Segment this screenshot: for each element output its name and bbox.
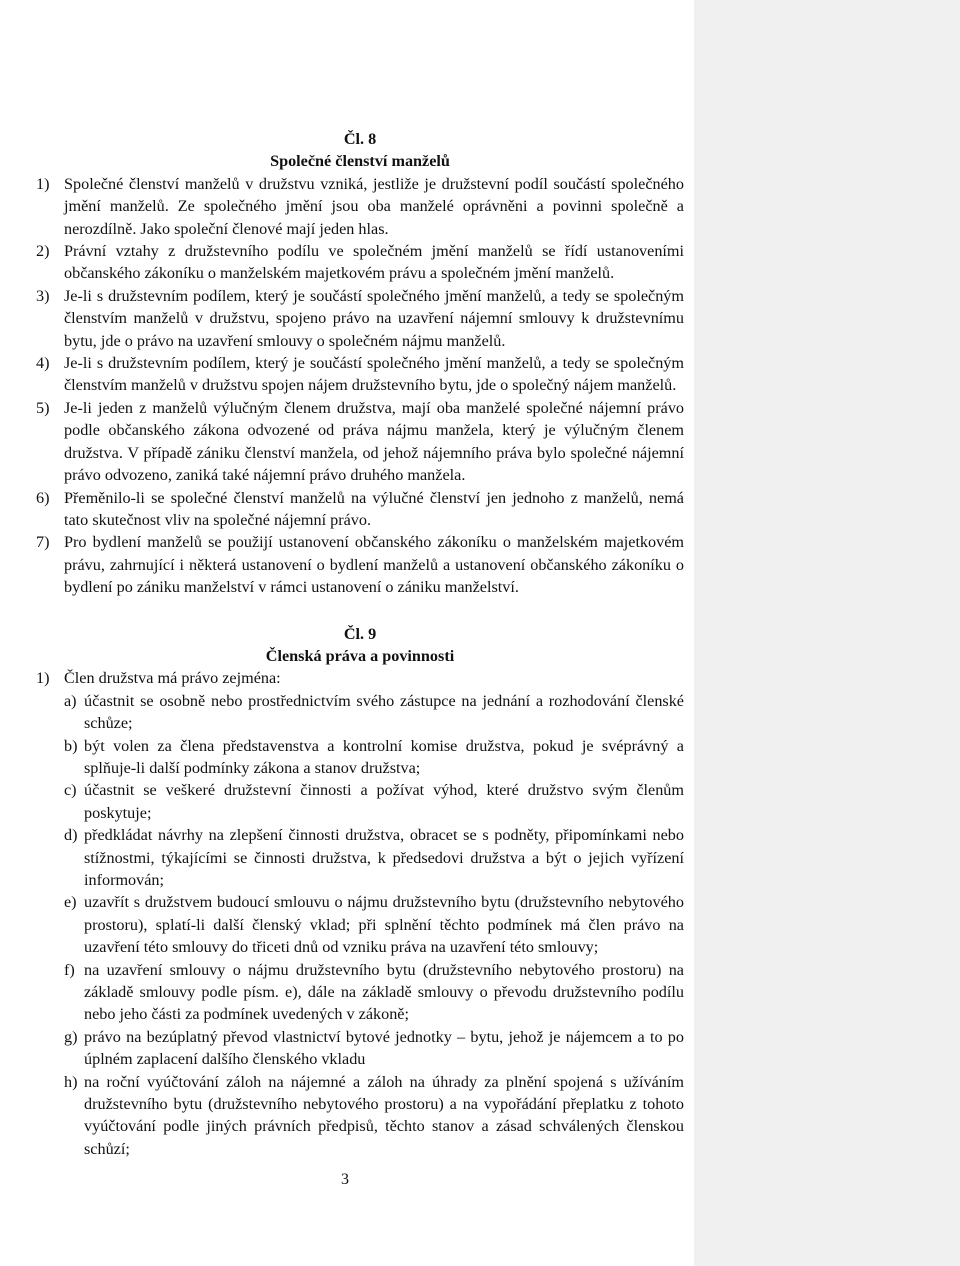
paragraph-text: Je-li s družstevním podílem, který je součástí společného jmění manželů, a tedy se společným členstvím manželů v družstvu, spojeno právo na uzavření nájemní smlouvy k družstevnímu bytu, jde o právo na uzavření smlouvy o společném nájmu manželů.	[64, 286, 684, 350]
list-item	[64, 824, 684, 891]
article-8-paragraph	[36, 285, 684, 352]
paragraph-text: Přeměnilo-li se společné členství manželů na výlučné členství jen jednoho z manželů, nemá tato skutečnost vliv na společné nájemní právo.	[64, 488, 684, 529]
paragraph-text: Společné členství manželů v družstvu vzniká, jestliže je družstevní podíl součástí společného jmění manželů. Ze společného jmění jsou oba manželé oprávněni a povinni společně a nerozdílně. Jako společní členové mají jeden hlas.	[64, 174, 684, 238]
section-spacer	[36, 599, 684, 623]
list-item-text: účastnit se veškeré družstevní činnosti a požívat výhod, které družstvo svým členům poskytuje;	[84, 781, 684, 822]
list-item	[64, 1026, 684, 1071]
article-8-paragraph	[36, 173, 684, 240]
list-item-text: účastnit se osobně nebo prostřednictvím svého zástupce na jednání a rozhodování členské schůze;	[84, 691, 684, 733]
list-item-text: uzavřít s družstvem budoucí smlouvu o nájmu družstevního bytu (družstevního nebytového prostoru), splatí-li další členský vklad; při splnění těchto podmínek má člen právo na uzavření této smlouvy do třiceti dnů od vzniku práva na uzavření této smlouvy;	[84, 893, 684, 957]
list-letter: c)	[64, 781, 77, 800]
list-item	[64, 959, 684, 1026]
page-number: 3	[341, 1171, 349, 1188]
paragraph-text: Právní vztahy z družstevního podílu ve společném jmění manželů se řídí ustanoveními občanského zákoníku o manželském majetkovém právu a společném jmění manželů.	[64, 242, 684, 283]
list-letter: h)	[64, 1072, 78, 1091]
paragraph-number: 7)	[36, 533, 50, 552]
list-item-text: na roční vyúčtování záloh na nájemné a záloh na úhrady za plnění spojená s užíváním družstevního bytu (družstevního nebytového prostoru) a na vypořádání přeplatku z tohoto vyúčtování podle jiných právních předpisů, těchto stanov a zásad schválených členskou schůzí;	[84, 1072, 684, 1158]
list-letter: e)	[64, 893, 77, 912]
article-8-paragraph	[36, 487, 684, 532]
list-item-text: právo na bezúplatný převod vlastnictví bytové jednotky – bytu, jehož je nájemcem a to po úplném zaplacení dalšího členského vkladu	[84, 1027, 684, 1069]
list-item	[64, 891, 684, 958]
list-item	[64, 779, 684, 824]
article-9-heading: Členská práva a povinnosti	[265, 646, 455, 665]
comment-margin-band	[694, 0, 960, 1266]
article-8-paragraph	[36, 397, 684, 487]
paragraph-number: 1)	[36, 669, 50, 688]
list-item-text: být volen za člena představenstva a kontrolní komise družstva, pokud je svéprávný a splňuje-li další podmínky zákona a stanov družstva;	[84, 736, 684, 777]
article-9-intro	[36, 667, 684, 689]
paragraph-number: 4)	[36, 354, 50, 373]
list-letter: b)	[64, 736, 78, 755]
article-8-heading: Společné členství manželů	[270, 152, 450, 171]
paragraph-text: Pro bydlení manželů se použijí ustanovení občanského zákoníku o manželském majetkovém právu, zahrnující i některá ustanovení o bydlení manželů a ustanovení občanského zákoníku o bydlení po zániku manželství v rámci ustanovení o zániku manželství.	[64, 533, 684, 597]
list-letter: d)	[64, 826, 78, 845]
list-item-text: na uzavření smlouvy o nájmu družstevního bytu (družstevního nebytového prostoru) na základě smlouvy podle písm. e), dále na základě smlouvy o převodu družstevního podílu nebo jeho části za podmínek uvedených v zákoně;	[84, 960, 684, 1024]
article-8-paragraph	[36, 352, 684, 397]
paragraph-number: 2)	[36, 242, 50, 261]
paragraph-number: 6)	[36, 488, 50, 507]
list-item-text: předkládat návrhy na zlepšení činnosti družstva, obracet se s podněty, připomínkami nebo stížnostmi, týkajícími se činnosti družstva, k předsedovi družstva a být o jejich vyřízení informován;	[84, 826, 684, 889]
list-letter: a)	[64, 691, 77, 710]
document-page	[36, 128, 684, 1160]
paragraph-text: Je-li jeden z manželů výlučným členem družstva, mají oba manželé společné nájemní právo podle občanského zákona odvozené od práva nájmu manžela, který je výlučným členem družstva. V případě zániku členství manžela, od jehož nájemního práva bylo společné nájemní právo odvozeno, zaniká také nájemní právo druhého manžela.	[64, 398, 684, 485]
list-item	[64, 1071, 684, 1161]
list-letter: g)	[64, 1027, 78, 1046]
paragraph-number: 3)	[36, 286, 50, 305]
paragraph-number: 1)	[36, 174, 50, 193]
paragraph-text: Je-li s družstevním podílem, který je součástí společného jmění manželů, a tedy se společným členstvím manželů v družstvu spojen nájem družstevního bytu, jde o společný nájem manželů.	[64, 354, 684, 395]
article-8-number: Čl. 8	[343, 130, 377, 148]
article-8-paragraph	[36, 531, 684, 598]
list-item	[64, 735, 684, 780]
paragraph-text: Člen družstva má právo zejména:	[64, 669, 281, 688]
article-9-number: Čl. 9	[343, 624, 377, 643]
list-letter: f)	[64, 960, 75, 979]
article-8-paragraph	[36, 240, 684, 285]
paragraph-number: 5)	[36, 398, 50, 417]
list-item	[64, 690, 684, 735]
